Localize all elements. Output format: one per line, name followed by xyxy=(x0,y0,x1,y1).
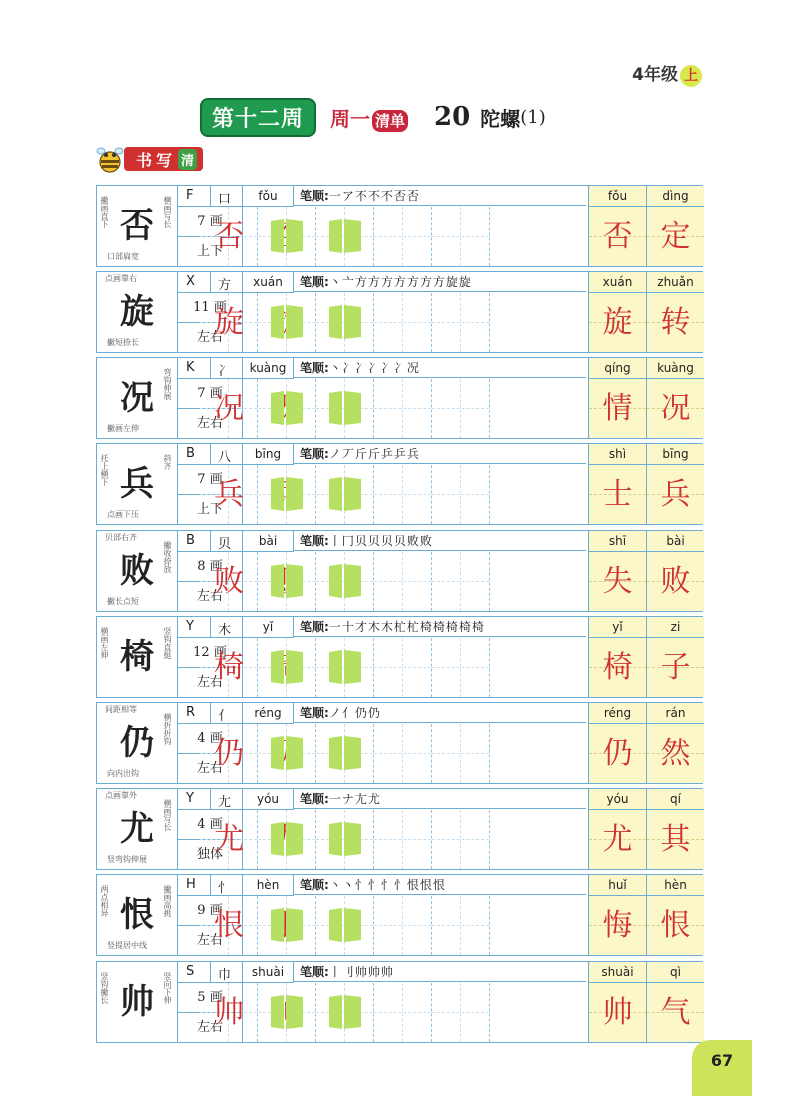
model-character: 况 xyxy=(120,378,154,418)
word-character: 其 xyxy=(660,822,691,857)
practice-grid[interactable] xyxy=(374,724,432,783)
writing-tip: 撇长点短 xyxy=(107,597,139,606)
trace-character: 旋 xyxy=(214,305,244,340)
radical: 巾 xyxy=(218,968,232,983)
word-character: 定 xyxy=(660,219,691,254)
trace-character: 仍 xyxy=(214,736,244,771)
trace-character: 兵 xyxy=(214,477,244,512)
grade-text: 4年级 xyxy=(632,65,678,85)
page-number: 67 xyxy=(692,1040,752,1096)
practice-grid[interactable] xyxy=(200,638,258,697)
word-pinyin: hèn xyxy=(647,875,704,896)
writing-tip: 横画写长 xyxy=(163,196,172,228)
writing-tip: 横画写长 xyxy=(163,799,172,831)
grade-label xyxy=(632,60,702,87)
shape-block xyxy=(271,564,303,598)
stroke-order xyxy=(294,789,586,809)
stroke-sequence: 丶亠方方方方方方方旋旋 xyxy=(328,275,472,289)
stroke-sequence: 一ナ尢尤 xyxy=(328,792,381,806)
model-character-cell xyxy=(97,703,178,783)
shape-block xyxy=(329,650,361,684)
word-pinyin: qí xyxy=(647,789,704,810)
stroke-order-label: 笔顺: xyxy=(300,189,329,203)
stroke-count: 4 画 xyxy=(178,810,242,840)
character-pinyin: hèn xyxy=(243,875,294,896)
index-letter: F xyxy=(186,188,194,203)
stroke-order-label: 笔顺: xyxy=(300,706,329,720)
writing-tip: 横画左伸 xyxy=(100,627,109,659)
practice-grid[interactable] xyxy=(432,896,490,955)
stroke-order xyxy=(294,617,586,637)
word-character: 然 xyxy=(660,736,691,771)
shape-block xyxy=(271,736,303,770)
character-pinyin: yǐ xyxy=(243,617,294,638)
shape-block xyxy=(271,219,303,253)
word-cell xyxy=(646,962,704,1042)
writing-tip: 两点相异 xyxy=(100,885,109,917)
stroke-count: 7 画 xyxy=(178,379,242,409)
index-divider xyxy=(210,358,211,378)
practice-grid[interactable] xyxy=(200,896,258,955)
shape-block xyxy=(271,391,303,425)
structure: 左右 xyxy=(196,330,223,345)
practice-grid[interactable] xyxy=(374,983,432,1042)
word-pinyin: shī xyxy=(589,531,646,552)
writing-tip: 向内出钩 xyxy=(107,769,139,778)
trace-character: 恨 xyxy=(214,908,244,943)
stroke-sequence: 一十才木木杧杧椅椅椅椅椅 xyxy=(328,620,485,634)
word-cell xyxy=(588,617,646,697)
practice-grid[interactable] xyxy=(432,983,490,1042)
day-label xyxy=(330,103,408,132)
writing-tip: 点画靠右 xyxy=(105,274,137,283)
shape-block xyxy=(329,305,361,339)
stroke-count: 9 画 xyxy=(178,896,242,926)
character-row xyxy=(96,788,703,870)
word-pinyin: kuàng xyxy=(647,358,704,379)
stroke-order-label: 笔顺: xyxy=(300,620,329,634)
trace-character: 况 xyxy=(214,391,244,426)
model-character-cell xyxy=(97,617,178,697)
character-pinyin: bīng xyxy=(243,444,294,465)
word-character: 气 xyxy=(660,995,691,1030)
practice-grid[interactable] xyxy=(432,293,490,352)
stroke-order xyxy=(294,703,586,723)
index-row xyxy=(178,703,242,724)
word-pinyin: réng xyxy=(589,703,646,724)
stroke-count: 5 画 xyxy=(178,983,242,1013)
shape-block xyxy=(329,995,361,1029)
model-character: 恨 xyxy=(120,895,154,935)
practice-grid[interactable] xyxy=(200,724,258,783)
structure: 左右 xyxy=(196,933,223,948)
stroke-order-label: 笔顺: xyxy=(300,275,329,289)
practice-grid[interactable] xyxy=(432,810,490,869)
writing-tip: 点画下压 xyxy=(107,510,139,519)
character-pinyin: fǒu xyxy=(243,186,294,207)
radical: 贝 xyxy=(218,537,232,552)
index-divider xyxy=(210,617,211,637)
shape-block xyxy=(329,564,361,598)
word-cell xyxy=(646,186,704,266)
structure: 左右 xyxy=(196,1020,223,1035)
stroke-sequence: ノ丆斤斤乒乒兵 xyxy=(328,447,420,461)
stroke-sequence: 丶冫冫冫冫冫况 xyxy=(328,361,420,375)
stroke-order-label: 笔顺: xyxy=(300,534,329,548)
shape-block xyxy=(329,391,361,425)
index-divider xyxy=(210,875,211,895)
practice-grid[interactable] xyxy=(432,207,490,266)
writing-tip: 竖提居中线 xyxy=(107,941,147,950)
shape-block xyxy=(271,995,303,1029)
index-row xyxy=(178,358,242,379)
radical: 八 xyxy=(218,450,232,465)
radical: 忄 xyxy=(218,881,232,896)
trace-character: 尤 xyxy=(214,822,244,857)
practice-grid[interactable] xyxy=(432,724,490,783)
lesson-part: (1) xyxy=(520,106,546,128)
word-cell xyxy=(588,789,646,869)
word-character: 失 xyxy=(602,564,633,599)
shape-block xyxy=(329,477,361,511)
word-pinyin: xuán xyxy=(589,272,646,293)
writing-tip: 点画靠外 xyxy=(105,791,137,800)
index-letter: K xyxy=(186,360,195,375)
practice-grid[interactable] xyxy=(200,983,258,1042)
practice-grid[interactable] xyxy=(374,379,432,438)
character-row xyxy=(96,961,703,1043)
index-row xyxy=(178,186,242,207)
character-pinyin: shuài xyxy=(243,962,294,983)
character-row xyxy=(96,616,703,698)
model-character: 仍 xyxy=(120,723,154,763)
character-pinyin: xuán xyxy=(243,272,294,293)
character-pinyin: réng xyxy=(243,703,294,724)
structure: 独体 xyxy=(196,847,223,862)
word-pinyin: bīng xyxy=(647,444,704,465)
character-pinyin: yóu xyxy=(243,789,294,810)
structure: 左右 xyxy=(196,761,223,776)
index-letter: B xyxy=(186,533,195,548)
word-cell xyxy=(588,531,646,611)
stroke-order xyxy=(294,272,586,292)
word-cell xyxy=(646,617,704,697)
week-badge: 第十二周 xyxy=(200,98,316,137)
index-letter: Y xyxy=(186,791,194,806)
model-character: 尤 xyxy=(120,809,154,849)
word-cell xyxy=(646,358,704,438)
index-row xyxy=(178,531,242,552)
practice-grid[interactable] xyxy=(374,207,432,266)
stroke-count: 8 画 xyxy=(178,552,242,582)
index-row xyxy=(178,789,242,810)
word-character: 尤 xyxy=(602,822,633,857)
index-row xyxy=(178,444,242,465)
model-character: 椅 xyxy=(120,637,154,677)
page-title xyxy=(200,100,546,134)
word-pinyin: bài xyxy=(647,531,704,552)
word-cell xyxy=(588,444,646,524)
character-pinyin: kuàng xyxy=(243,358,294,379)
practice-grid[interactable] xyxy=(200,552,258,611)
index-row xyxy=(178,875,242,896)
stroke-order xyxy=(294,444,586,464)
index-letter: R xyxy=(186,705,196,720)
structure: 左右 xyxy=(196,589,223,604)
lesson-number: 20 xyxy=(434,102,471,132)
index-row xyxy=(178,617,242,638)
practice-grid[interactable] xyxy=(432,552,490,611)
word-character: 否 xyxy=(602,219,633,254)
shape-block xyxy=(271,305,303,339)
model-character: 败 xyxy=(120,551,154,591)
model-character-cell xyxy=(97,875,178,955)
word-cell xyxy=(646,875,704,955)
character-row xyxy=(96,443,703,525)
character-row xyxy=(96,271,703,353)
day-text: 周一 xyxy=(330,106,371,131)
model-character: 兵 xyxy=(120,464,154,504)
stroke-order xyxy=(294,875,586,895)
index-divider xyxy=(210,444,211,464)
writing-tip: 贝部右齐 xyxy=(105,533,137,542)
section-label: 书写 xyxy=(136,150,177,170)
writing-tip: 间距相等 xyxy=(105,705,137,714)
model-character: 帅 xyxy=(120,982,154,1022)
word-character: 转 xyxy=(660,305,691,340)
stroke-count: 12 画 xyxy=(178,638,242,668)
word-character: 兵 xyxy=(660,477,691,512)
stroke-sequence: 丨冂贝贝贝贝败败 xyxy=(328,534,433,548)
word-character: 帅 xyxy=(602,995,633,1030)
writing-tip: 撇画高挑 xyxy=(163,885,172,917)
shape-block xyxy=(329,219,361,253)
model-character: 旋 xyxy=(120,292,154,332)
practice-grid[interactable] xyxy=(374,465,432,524)
index-divider xyxy=(210,962,211,982)
word-cell xyxy=(646,703,704,783)
stroke-sequence: ノ亻仍仍 xyxy=(328,706,381,720)
writing-tip: 撇画直下 xyxy=(100,196,109,228)
index-letter: B xyxy=(186,446,195,461)
model-character-cell xyxy=(97,789,178,869)
word-pinyin: zhuǎn xyxy=(647,272,704,293)
stroke-count: 7 画 xyxy=(178,207,242,237)
stroke-order xyxy=(294,531,586,551)
stroke-sequence: 丨刂帅帅帅 xyxy=(328,965,394,979)
word-cell xyxy=(646,444,704,524)
checklist-badge: 清单 xyxy=(372,110,408,132)
practice-grid[interactable] xyxy=(432,379,490,438)
character-row xyxy=(96,530,703,612)
word-pinyin: shì xyxy=(589,444,646,465)
stroke-sequence: 丶丶忄忄忄忄恨恨恨 xyxy=(328,878,446,892)
lesson-name: 陀螺 xyxy=(480,106,521,131)
word-pinyin: shuài xyxy=(589,962,646,983)
word-cell xyxy=(646,789,704,869)
stroke-order xyxy=(294,962,586,982)
writing-tip: 撇画左伸 xyxy=(107,424,139,433)
stroke-sequence: 一ア不不不否否 xyxy=(328,189,420,203)
index-letter: X xyxy=(186,274,195,289)
word-cell xyxy=(588,358,646,438)
word-character: 恨 xyxy=(660,908,691,943)
practice-grid[interactable] xyxy=(432,465,490,524)
writing-tip: 竖钩撇长 xyxy=(100,972,109,1004)
word-cell xyxy=(646,531,704,611)
section-header xyxy=(96,142,203,176)
practice-grid[interactable] xyxy=(374,810,432,869)
radical: 亻 xyxy=(218,709,232,724)
writing-tip: 横折折钩 xyxy=(163,713,172,745)
practice-grid[interactable] xyxy=(374,293,432,352)
stroke-order-label: 笔顺: xyxy=(300,361,329,375)
character-row xyxy=(96,702,703,784)
stroke-count: 11 画 xyxy=(178,293,242,323)
writing-tip: 竖向下伸 xyxy=(163,972,172,1004)
word-pinyin: rán xyxy=(647,703,704,724)
index-divider xyxy=(210,531,211,551)
stroke-order-label: 笔顺: xyxy=(300,447,329,461)
word-cell xyxy=(588,186,646,266)
word-pinyin: qì xyxy=(647,962,704,983)
word-character: 况 xyxy=(660,391,691,426)
shape-block xyxy=(271,822,303,856)
model-character-cell xyxy=(97,444,178,524)
trace-character: 否 xyxy=(214,219,244,254)
word-pinyin: qíng xyxy=(589,358,646,379)
character-row xyxy=(96,185,703,267)
stroke-order xyxy=(294,358,586,378)
practice-grid[interactable] xyxy=(374,638,432,697)
writing-tip: 撇短捺长 xyxy=(107,338,139,347)
radical: 口 xyxy=(218,192,232,207)
word-pinyin: yǐ xyxy=(589,617,646,638)
radical: 方 xyxy=(218,278,232,293)
index-divider xyxy=(210,789,211,809)
structure: 上下 xyxy=(196,244,223,259)
character-row xyxy=(96,357,703,439)
word-character: 旋 xyxy=(602,305,633,340)
word-cell xyxy=(588,962,646,1042)
practice-grid[interactable] xyxy=(200,293,258,352)
word-cell xyxy=(588,875,646,955)
practice-grid[interactable] xyxy=(374,552,432,611)
word-character: 败 xyxy=(660,564,691,599)
character-pinyin: bài xyxy=(243,531,294,552)
model-character-cell xyxy=(97,962,178,1042)
model-character-cell xyxy=(97,186,178,266)
word-pinyin: dìng xyxy=(647,186,704,207)
bee-icon xyxy=(96,144,124,174)
word-pinyin: zi xyxy=(647,617,704,638)
grade-badge: 上 xyxy=(680,65,702,87)
section-bar xyxy=(124,147,203,171)
stroke-order-label: 笔顺: xyxy=(300,878,329,892)
practice-grid[interactable] xyxy=(374,896,432,955)
word-character: 士 xyxy=(602,477,633,512)
practice-grid[interactable] xyxy=(200,379,258,438)
stroke-order-label: 笔顺: xyxy=(300,965,329,979)
word-character: 仍 xyxy=(602,736,633,771)
model-character-cell xyxy=(97,272,178,352)
radical: 冫 xyxy=(218,364,232,379)
shape-block xyxy=(271,650,303,684)
model-character-cell xyxy=(97,531,178,611)
index-letter: Y xyxy=(186,619,194,634)
word-pinyin: yóu xyxy=(589,789,646,810)
shape-block xyxy=(329,908,361,942)
index-letter: S xyxy=(186,964,195,979)
word-cell xyxy=(646,272,704,352)
stroke-count: 7 画 xyxy=(178,465,242,495)
word-cell xyxy=(588,703,646,783)
stroke-order xyxy=(294,186,586,206)
practice-grid[interactable] xyxy=(200,465,258,524)
index-divider xyxy=(210,186,211,206)
practice-grid[interactable] xyxy=(432,638,490,697)
writing-tip: 撇收捺放 xyxy=(163,541,172,573)
word-pinyin: fǒu xyxy=(589,186,646,207)
index-divider xyxy=(210,272,211,292)
model-character-cell xyxy=(97,358,178,438)
trace-character: 帅 xyxy=(214,995,244,1030)
shape-block xyxy=(271,477,303,511)
trace-character: 败 xyxy=(214,564,244,599)
structure: 左右 xyxy=(196,675,223,690)
writing-tip: 竖弯钩伸展 xyxy=(107,855,147,864)
trace-character: 椅 xyxy=(214,650,244,685)
shape-block xyxy=(329,822,361,856)
word-cell xyxy=(588,272,646,352)
index-letter: H xyxy=(186,877,196,892)
word-character: 子 xyxy=(660,650,691,685)
index-divider xyxy=(210,703,211,723)
practice-grid[interactable] xyxy=(200,810,258,869)
writing-tip: 托上横下 xyxy=(100,454,109,486)
writing-tip: 竖钩直挺 xyxy=(163,627,172,659)
section-badge: 清 xyxy=(178,149,197,170)
word-character: 椅 xyxy=(602,650,633,685)
writing-tip: 口部扁宽 xyxy=(107,252,139,261)
stroke-order-label: 笔顺: xyxy=(300,792,329,806)
word-pinyin: huǐ xyxy=(589,875,646,896)
stroke-count: 4 画 xyxy=(178,724,242,754)
structure: 上下 xyxy=(196,502,223,517)
shape-block xyxy=(271,908,303,942)
index-row xyxy=(178,962,242,983)
practice-grid[interactable] xyxy=(200,207,258,266)
model-character: 否 xyxy=(120,206,154,246)
writing-tip: 弯钩伸展 xyxy=(163,368,172,400)
radical: 木 xyxy=(218,623,232,638)
shape-block xyxy=(329,736,361,770)
index-row xyxy=(178,272,242,293)
word-character: 悔 xyxy=(602,908,633,943)
writing-tip: 斜齐 xyxy=(163,454,172,470)
structure: 左右 xyxy=(196,416,223,431)
character-row xyxy=(96,874,703,956)
word-character: 情 xyxy=(602,391,633,426)
radical: 尢 xyxy=(218,795,232,810)
